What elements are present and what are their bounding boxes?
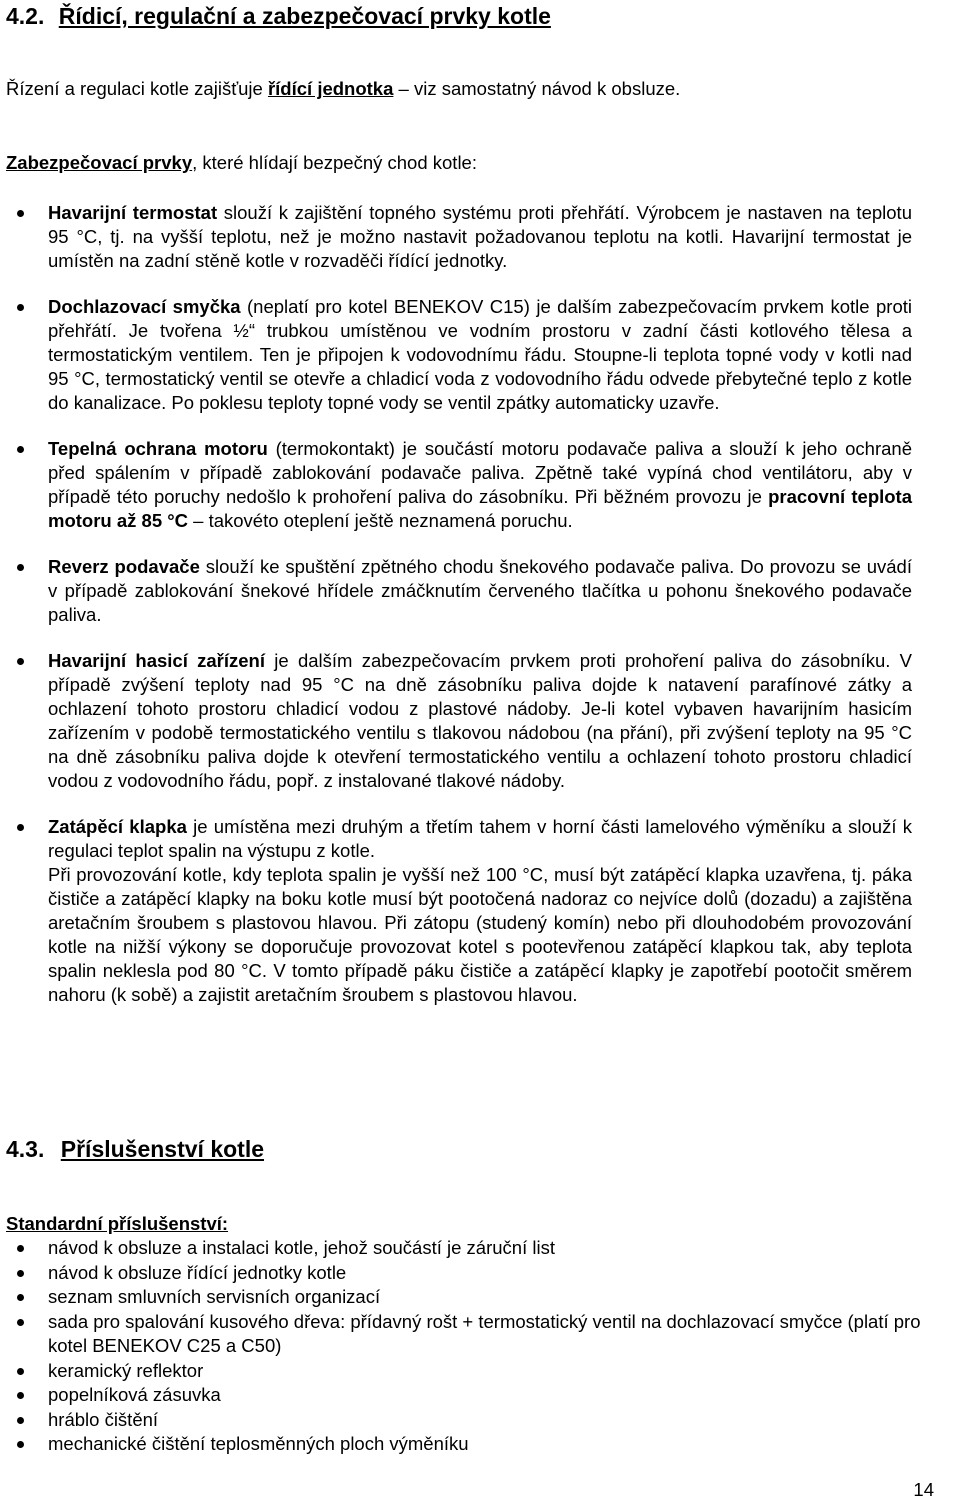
item-term: Zatápěcí klapka (48, 816, 187, 837)
item-term: Reverz podavače (48, 556, 200, 577)
safety-intro-text: , které hlídají bezpečný chod kotle: (192, 152, 477, 173)
item-text: je dalším zabezpečovacím prvkem proti prohoření paliva do zásobníku. V případě zvýšení teploty nad 95 °C na dně zásobníku paliva dojde k natavení parafínové zátky a ochlazení tohoto prostoru chladicí vodou z plastové nádoby. Je-li kotel vybaven havarijním hasicím zařízením v podobě termostatického ventilu s tlakovou nádobou (na přání), při zvýšení teploty na 95 °C na dně zásobníku paliva dojde k otevření termostatického ventilu a ochlazení tohoto prostoru chladicí vodou z vodovodního řádu, popř. z instalované tlakové nádoby. (48, 650, 912, 791)
accessory-text: hráblo čištění (48, 1408, 159, 1430)
list-item (0, 1310, 928, 1359)
safety-items-list (0, 201, 960, 1007)
list-item (0, 1383, 928, 1408)
accessory-text: návod k obsluze a instalaci kotle, jehož součástí je záruční list (48, 1237, 555, 1258)
item-term: Tepelná ochrana motoru (48, 438, 268, 459)
accessory-text: návod k obsluze řídící jednotky kotle (48, 1261, 347, 1283)
list-item (0, 1285, 928, 1310)
item-text-paragraph-2: Při provozování kotle, kdy teplota spalin je vyšší než 100 °C, musí být zatápěcí klapka uzavřena, tj. páka čističe a zatápěcí klapky na boku kotle musí být pootočená nadoraz co nejvíce dolů (dozadu) a zajištěna aretačním šroubem s plastovou hlavou. Při zátopu (studený komín) nebo při dlouhodobém provozování kotle na nižší výkony se doporučuje provozovat kotel s pootevřenou zatápěcí klapkou tak, aby teplota spalin neklesla pod 80 °C. V tomto případě páku čističe a zatápěcí klapky je zapotřebí pootočit směrem nahoru (k sobě) a zajistit aretačním šroubem s plastovou hlavou. (48, 864, 912, 1005)
bullet-icon (17, 564, 24, 571)
bullet-icon (17, 1368, 24, 1375)
accessory-text: mechanické čištění teplosměnných ploch výměníku (48, 1433, 469, 1454)
list-item (0, 201, 912, 273)
item-term: Havarijní termostat (48, 202, 218, 223)
accessory-text: popelníková zásuvka (48, 1384, 221, 1405)
safety-elements-label: Zabezpečovací prvky (6, 152, 193, 173)
list-item (0, 1261, 928, 1286)
bullet-icon (17, 658, 24, 665)
item-text: je umístěna mezi druhým a třetím tahem v horní části lamelového výměníku a slouží k regulaci teplot spalin na výstupu z kotle. (48, 816, 912, 861)
intro-text-end: – viz samostatný návod k obsluze. (393, 78, 681, 99)
list-item (0, 555, 912, 627)
accessory-text: keramický reflektor (48, 1359, 204, 1381)
list-item (0, 437, 912, 533)
standard-accessories-list (0, 1236, 960, 1457)
accessory-text: seznam smluvních servisních organizací (48, 1286, 381, 1307)
section-title: Řídicí, regulační a zabezpečovací prvky kotle (58, 3, 551, 29)
list-item (0, 649, 912, 793)
bullet-icon (17, 1294, 24, 1301)
bullet-icon (17, 1319, 24, 1326)
item-text: slouží ke spuštění zpětného chodu šnekového podavače paliva. Do provozu se uvádí v případě zablokování šnekové hřídele zmáčknutím červeného tlačítka u pohonu šnekového podavače paliva. (48, 556, 912, 625)
intro-text: Řízení a regulaci kotle zajišťuje (6, 78, 268, 99)
section-heading-4-3 (6, 1135, 264, 1163)
list-item (0, 1408, 928, 1433)
safety-intro-paragraph (6, 151, 956, 175)
section-heading-4-2 (6, 2, 551, 30)
bullet-icon (17, 1245, 24, 1252)
intro-paragraph (6, 77, 956, 101)
accessory-text: sada pro spalování kusového dřeva: přídavný rošt + termostatický ventil na dochlazovací smyčce (platí pro kotel BENEKOV C25 a C50) (48, 1310, 921, 1356)
bullet-icon (17, 304, 24, 311)
item-term: Dochlazovací smyčka (48, 296, 241, 317)
control-unit-link: řídící jednotka (267, 78, 394, 99)
section-number: 4.3. (6, 1136, 45, 1162)
bullet-icon (17, 1270, 24, 1277)
item-text-2: – takovéto oteplení ještě neznamená poruchu. (188, 510, 573, 531)
standard-accessories-label: Standardní příslušenství: (6, 1213, 229, 1234)
bullet-icon (17, 1392, 24, 1399)
item-text: (neplatí pro kotel BENEKOV C15) je dalším zabezpečovacím prvkem kotle proti přehřátí. Je tvořena ½“ trubkou umístěnou ve vodním prostoru v zadní části kotlového tělesa a termostatickým ventilem. Ten je připojen k vodovodnímu řádu. Stoupne-li teplota topné vody v kotli nad 95 °C, termostatický ventil se otevře a chladicí voda z vodovodního řádu odvede přebytečné teplo z kotle do kanalizace. Po poklesu teploty topné vody se ventil zpátky automaticky uzavře. (48, 296, 912, 413)
list-item (0, 1359, 928, 1384)
section-title: Příslušenství kotle (60, 1136, 265, 1162)
page-number: 14 (913, 1479, 934, 1500)
section-number: 4.2. (6, 3, 45, 29)
bullet-icon (17, 210, 24, 217)
list-item (0, 1236, 928, 1261)
list-item (0, 815, 912, 1007)
item-term-2: pracovní teplota motoru až 85 °C (48, 486, 913, 531)
list-item (0, 1432, 928, 1457)
bullet-icon (17, 1441, 24, 1448)
bullet-icon (17, 1417, 24, 1424)
standard-accessories-heading (6, 1212, 956, 1236)
bullet-icon (17, 824, 24, 831)
list-item (0, 295, 912, 415)
item-text: (termokontakt) je součástí motoru podavače paliva a slouží k jeho ochraně před spálením v případě zablokování podavače paliva. Zpětně také vypíná chod ventilátoru, aby v případě této poruchy nedošlo k prohoření paliva do zásobníku. Při běžném provozu je (48, 438, 912, 507)
bullet-icon (17, 446, 24, 453)
item-term: Havarijní hasicí zařízení (48, 650, 265, 671)
item-text: slouží k zajištění topného systému proti přehřátí. Výrobcem je nastaven na teplotu 95 °C, tj. na vyšší teplotu, než je možno nastavit požadovanou teplotu na kotli. Havarijní termostat je umístěn na zadní stěně kotle v rozvaděči řídící jednotky. (48, 202, 912, 271)
